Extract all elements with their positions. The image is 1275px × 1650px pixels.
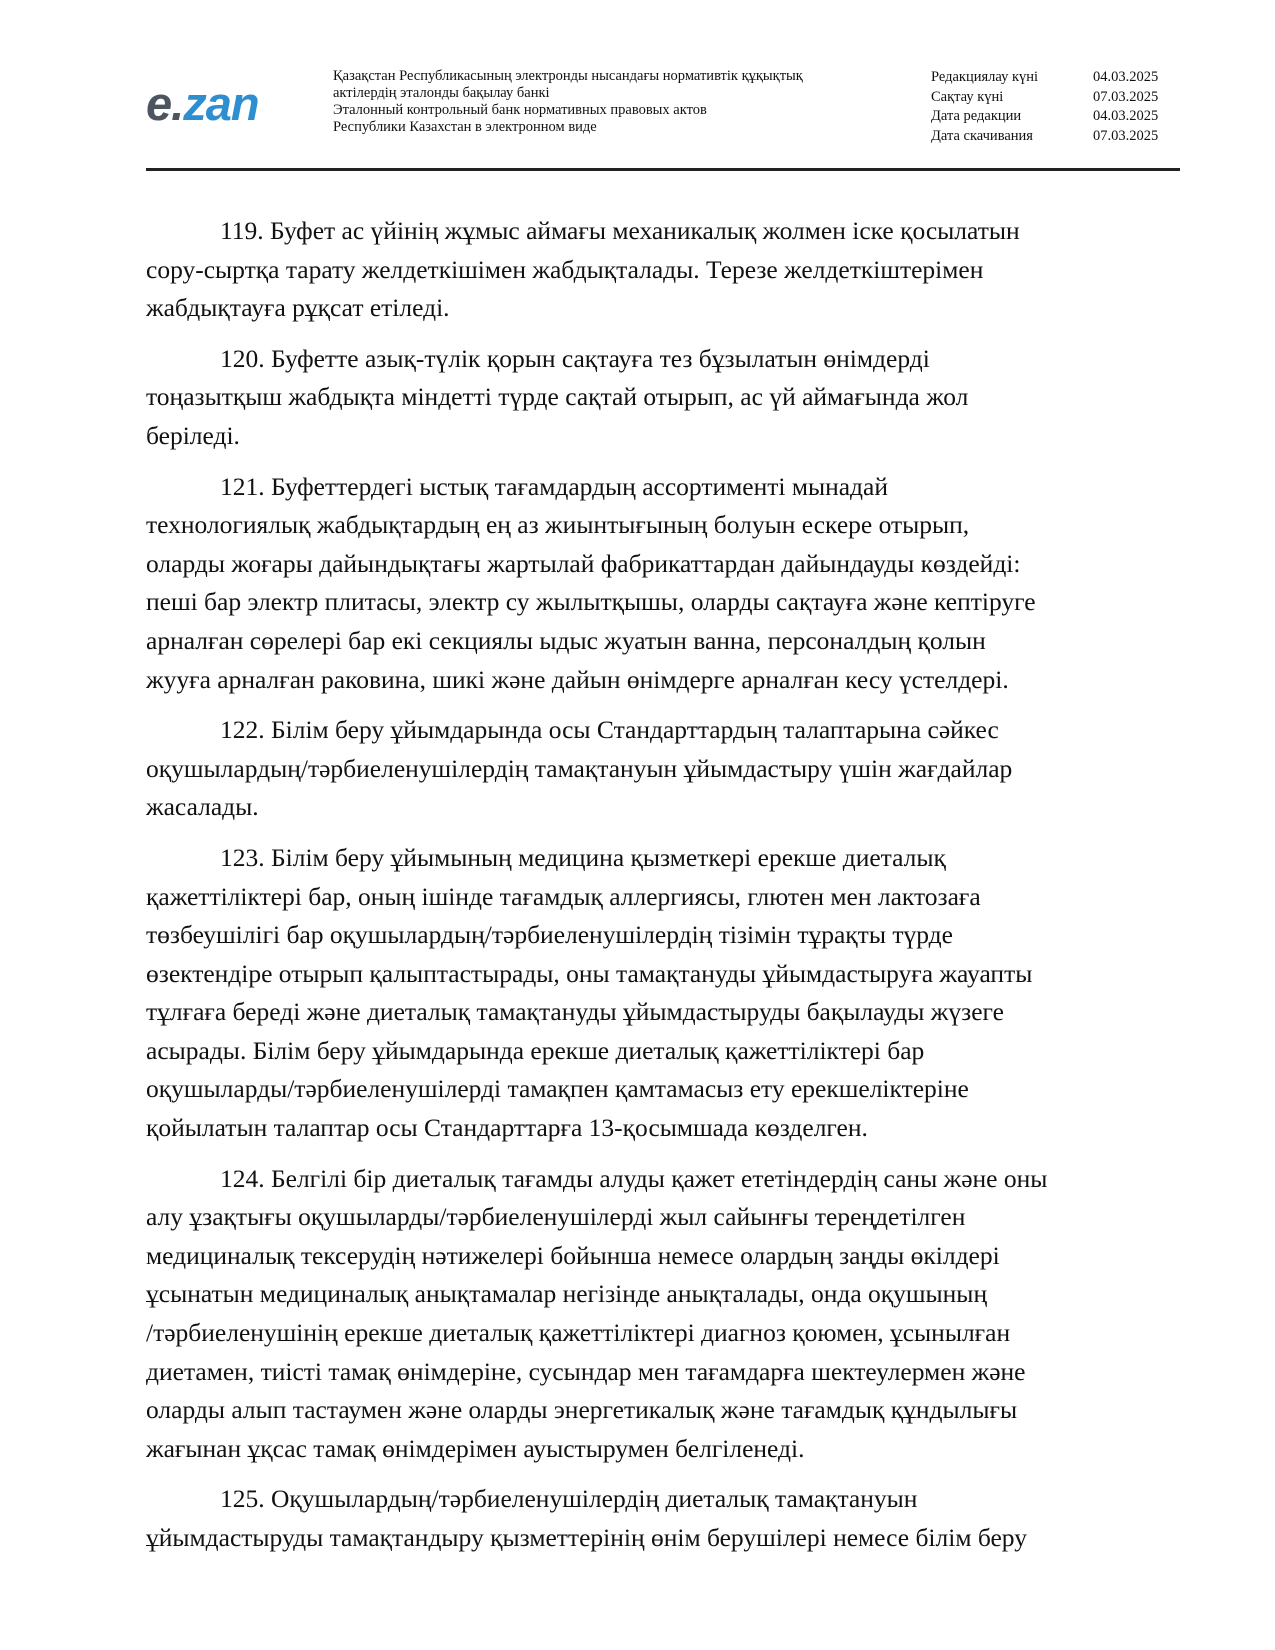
logo-e: e bbox=[146, 77, 172, 130]
paragraph-line: технологиялық жабдықтардың ең аз жиынтығының болуын ескере отырып, bbox=[146, 510, 970, 540]
paragraph-line: беріледі. bbox=[146, 420, 240, 450]
description-line: Республики Казахстан в электронном виде bbox=[333, 119, 597, 135]
paragraph-line: 123. Білім беру ұйымының медицина қызметкері ерекше диеталық bbox=[220, 842, 946, 872]
paragraph-line: алу ұзақтығы оқушыларды/тәрбиеленушілерді жыл сайынғы тереңдетілген bbox=[146, 1202, 966, 1232]
paragraph-line: медициналық тексерудің нәтижелері бойынша немесе олардың заңды өкілдері bbox=[146, 1240, 1000, 1270]
paragraph-line: арналған сөрелері бар екі секциялы ыдыс жуатын ванна, персоналдың қолын bbox=[146, 625, 986, 655]
ezan-logo bbox=[146, 78, 259, 130]
logo-zan: zan bbox=[183, 77, 259, 130]
paragraph-line: жағынан ұқсас тамақ өнімдерімен ауыстырумен белгіленеді. bbox=[146, 1433, 805, 1463]
meta-label: Дата скачивания bbox=[931, 127, 1033, 144]
meta-row bbox=[931, 127, 1181, 147]
meta-label: Дата редакции bbox=[931, 108, 1022, 124]
paragraph bbox=[146, 839, 1180, 1148]
paragraph-line: тұлғаға береді және диеталық тамақтануды ұйымдастыруды бақылауды жүзеге bbox=[146, 997, 1004, 1027]
paragraph-line: 122. Білім беру ұйымдарында осы Стандарттардың талаптарына сәйкес bbox=[220, 715, 999, 745]
paragraph-line: сору-сыртқа тарату желдеткішімен жабдықталады. Терезе желдеткіштерімен bbox=[146, 254, 984, 284]
paragraph-line: оларды алып тастаумен және оларды энергетикалық және тағамдық құндылығы bbox=[146, 1395, 1018, 1425]
paragraph bbox=[146, 1480, 1180, 1557]
document-dates bbox=[931, 68, 1181, 146]
meta-value: 07.03.2025 bbox=[1093, 88, 1159, 105]
paragraph-line: ұйымдастыруды тамақтандыру қызметтерінің өнім берушілері немесе білім беру bbox=[146, 1523, 1027, 1552]
meta-value: 04.03.2025 bbox=[1093, 69, 1159, 85]
description-line: Эталонный контрольный банк нормативных правовых актов bbox=[333, 102, 707, 118]
paragraph-line: қойылатын талаптар осы Стандарттарға 13-қосымшада көзделген. bbox=[146, 1113, 868, 1143]
description-line: актілердің эталонды бақылау банкі bbox=[333, 85, 550, 101]
paragraph-line: 124. Белгілі бір диеталық тағамды алуды қажет ететіндердің саны және оны bbox=[220, 1163, 1048, 1193]
paragraph bbox=[146, 212, 1180, 328]
paragraph-line: оқушыларды/тәрбиеленушілерді тамақпен қамтамасыз ету ерекшеліктеріне bbox=[146, 1074, 969, 1104]
meta-row bbox=[931, 107, 1181, 127]
paragraph-line: 120. Буфетте азық-түлік қорын сақтауға тез бұзылатын өнімдерді bbox=[220, 343, 930, 373]
paragraph bbox=[146, 468, 1180, 700]
paragraph-line: оқушылардың/тәрбиеленушілердің тамақтануын ұйымдастыру үшін жағдайлар bbox=[146, 753, 1013, 783]
paragraph-line: оларды жоғары дайындықтағы жартылай фабрикаттардан дайындауды көздейді: bbox=[146, 548, 1021, 578]
paragraph-line: өзектендіре отырып қалыптастырады, оны тамақтануды ұйымдастыруға жауапты bbox=[146, 958, 1033, 988]
header-divider bbox=[146, 168, 1180, 171]
paragraph bbox=[146, 711, 1180, 827]
paragraph bbox=[146, 340, 1180, 456]
paragraph-line: жасалады. bbox=[146, 792, 259, 822]
bank-description bbox=[333, 68, 893, 136]
paragraph-line: 119. Буфет ас үйінің жұмыс аймағы механикалық жолмен іске қосылатын bbox=[220, 216, 1020, 245]
paragraph-line: жабдықтауға рұқсат етіледі. bbox=[146, 293, 450, 323]
meta-value: 07.03.2025 bbox=[1093, 127, 1159, 144]
paragraph-line: диетамен, тиісті тамақ өнімдеріне, сусындар мен тағамдарға шектеулермен және bbox=[146, 1356, 1026, 1386]
paragraph-line: ұсынатын медициналық анықтамалар негізінде анықталады, онда оқушының bbox=[146, 1279, 988, 1309]
paragraph-line: 125. Оқушылардың/тәрбиеленушілердің диеталық тамақтануын bbox=[220, 1484, 918, 1514]
document-body bbox=[146, 212, 1180, 1570]
paragraph-line: /тәрбиеленушінің ерекше диеталық қажеттіліктері диагноз қоюмен, ұсынылған bbox=[146, 1318, 1011, 1348]
paragraph-line: жууға арналған раковина, шикі және дайын өнімдерге арналған кесу үстелдері. bbox=[146, 664, 1009, 694]
description-line: Қазақстан Республикасының электронды нысандағы нормативтік құқықтық bbox=[333, 68, 803, 84]
paragraph-line: асырады. Білім беру ұйымдарында ерекше диеталық қажеттіліктері бар bbox=[146, 1035, 925, 1065]
meta-label: Сақтау күні bbox=[931, 88, 1004, 105]
paragraph-line: 121. Буфеттердегі ыстық тағамдардың ассортименті мынадай bbox=[220, 471, 888, 501]
paragraph-line: қажеттіліктері бар, оның ішінде тағамдық аллергиясы, глютен мен лактозаға bbox=[146, 881, 981, 911]
paragraph-line: тоңазытқыш жабдықта міндетті түрде сақтай отырып, ас үй аймағында жол bbox=[146, 382, 969, 412]
paragraph-line: төзбеушілігі бар оқушылардың/тәрбиеленушілердің тізімін тұрақты түрде bbox=[146, 920, 953, 950]
meta-value: 04.03.2025 bbox=[1093, 108, 1159, 124]
meta-label: Редакциялау күні bbox=[931, 69, 1039, 85]
logo-dot: . bbox=[171, 77, 184, 130]
paragraph bbox=[146, 1160, 1180, 1469]
paragraph-line: пеші бар электр плитасы, электр су жылытқышы, оларды сақтауға және кептіруге bbox=[146, 587, 1036, 617]
meta-row bbox=[931, 68, 1181, 88]
meta-row bbox=[931, 88, 1181, 108]
document-header bbox=[146, 62, 1180, 170]
